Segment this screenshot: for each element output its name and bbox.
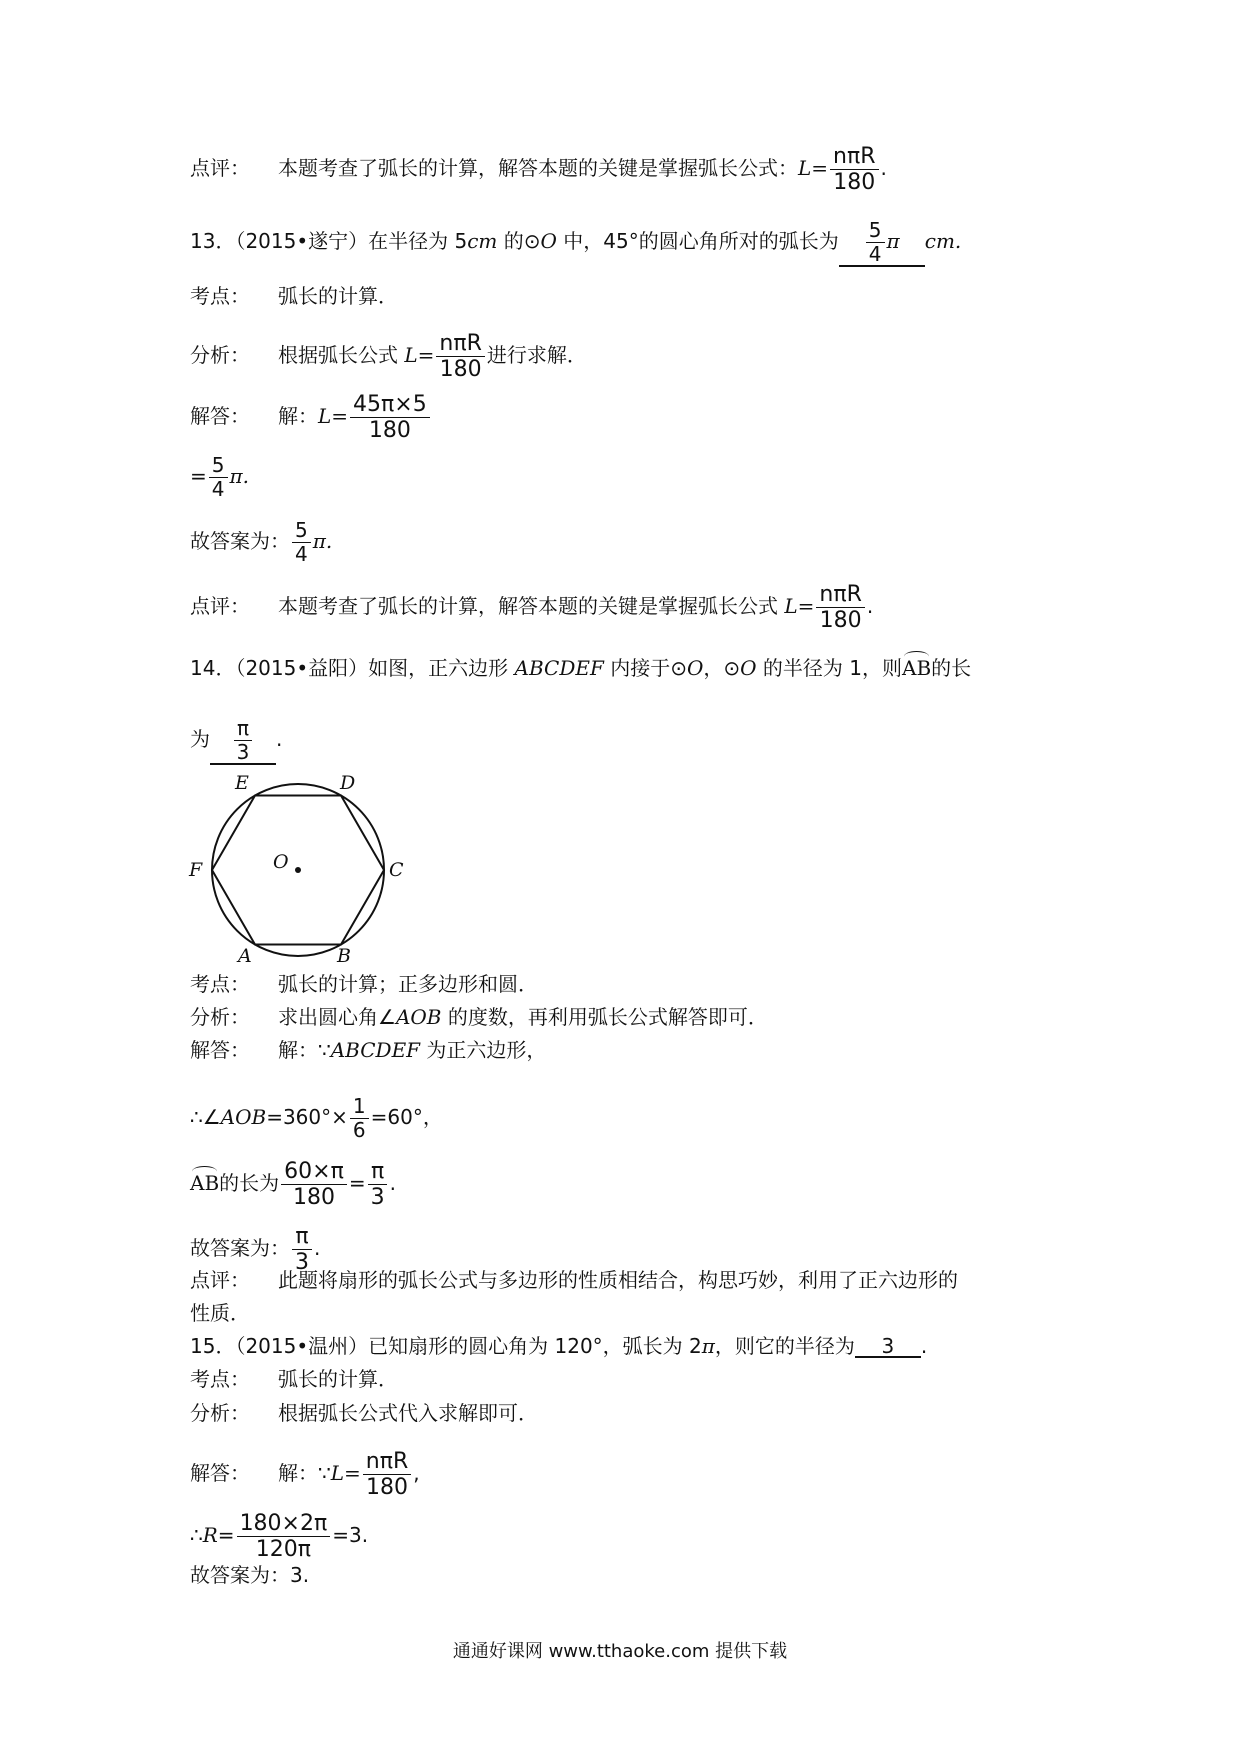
q15-answer: 故答案为：3. — [190, 1563, 310, 1587]
q14-statement-cont: 为 $\frac{\pi}{3}$ . — [190, 716, 283, 764]
q13-step2: = $\frac{5}{4}$ π. — [190, 453, 250, 501]
q15-jieda: 解答： 解：∵L= $\frac{\text{nπR}}{180}$ , — [190, 1449, 420, 1501]
arc-formula-fraction: $\frac{\text{nπR}}{180}$ — [830, 145, 878, 194]
q13-comment: 点评： 本题考查了弧长的计算，解答本题的关键是掌握弧长公式 L= $\frac{\text{nπR}}{180}$ . — [190, 582, 874, 634]
label-D: D — [340, 772, 356, 794]
q14-jieda: 解答： 解：∵ABCDEF 为正六边形， — [190, 1038, 547, 1062]
p12-comment-line: 点评： 本题考查了弧长的计算，解答本题的关键是掌握弧长公式：L= $\frac{\text{nπR}}{180}$ . — [190, 144, 887, 196]
q14-comment: 点评： 此题将扇形的弧长公式与多边形的性质相结合，构思巧妙，利用了正六边形的 — [190, 1268, 958, 1292]
q15-statement: 15．（2015•温州）已知扇形的圆心角为 120°，弧长为 2π，则它的半径为 3 . — [190, 1334, 928, 1358]
q14-comment-cont: 性质． — [190, 1301, 250, 1325]
q15-fenxi: 分析： 根据弧长公式代入求解即可． — [190, 1401, 538, 1425]
q15-answer-blank: 3 — [855, 1336, 921, 1358]
q13-kaodian: 考点： 弧长的计算． — [190, 284, 398, 308]
q15-kaodian: 考点： 弧长的计算． — [190, 1367, 398, 1391]
center-point — [295, 867, 301, 873]
q13-answer: 故答案为： $\frac{5}{4}$ π. — [190, 518, 333, 566]
q14-kaodian: 考点： 弧长的计算；正多边形和圆． — [190, 972, 538, 996]
q13-jieda: 解答： 解：L= $\frac{45\pi\times 5}{180}$ — [190, 393, 432, 442]
label-O: O — [273, 851, 289, 873]
q15-step: ∴R= $\frac{180\times 2\pi}{120\pi}$ =3. — [190, 1511, 369, 1563]
q14-answer-blank: $\frac{\pi}{3}$ — [210, 718, 276, 765]
arc-ab-symbol: AB — [902, 656, 932, 680]
label-C: C — [389, 859, 404, 881]
q13-statement: 13．（2015•遂宁）在半径为 5cm 的⊙O 中，45°的圆心角所对的弧长为 $\frac{5}{4}$ π cm. — [190, 218, 962, 266]
q14-fenxi: 分析： 求出圆心角∠AOB 的度数，再利用弧长公式解答即可． — [190, 1005, 768, 1029]
label-B: B — [337, 945, 351, 965]
q14-step1: ∴∠AOB=360°× $\frac{1}{6}$ =60°， — [190, 1094, 443, 1142]
hexagon-circle-figure — [185, 770, 415, 965]
label-F: F — [189, 859, 203, 881]
q13-fenxi: 分析： 根据弧长公式 L= $\frac{\text{nπR}}{180}$ 进行求解． — [190, 331, 587, 383]
q14-step2: AB的长为 $\frac{60\times\pi}{180}$ = $\frac{\pi}{3}$ . — [190, 1159, 396, 1211]
q14-statement: 14．（2015•益阳）如图，正六边形 ABCDEF 内接于⊙O，⊙O 的半径为 1，则AB的长 — [190, 656, 972, 680]
page-footer: 通通好课网 www.tthaoke.com 提供下载 — [452, 1641, 788, 1662]
q13-answer-blank: $\frac{5}{4}$ π — [839, 220, 925, 267]
q14-answer: 故答案为： $\frac{\pi}{3}$ . — [190, 1224, 321, 1276]
label-E: E — [235, 772, 249, 794]
label-A: A — [238, 945, 252, 965]
